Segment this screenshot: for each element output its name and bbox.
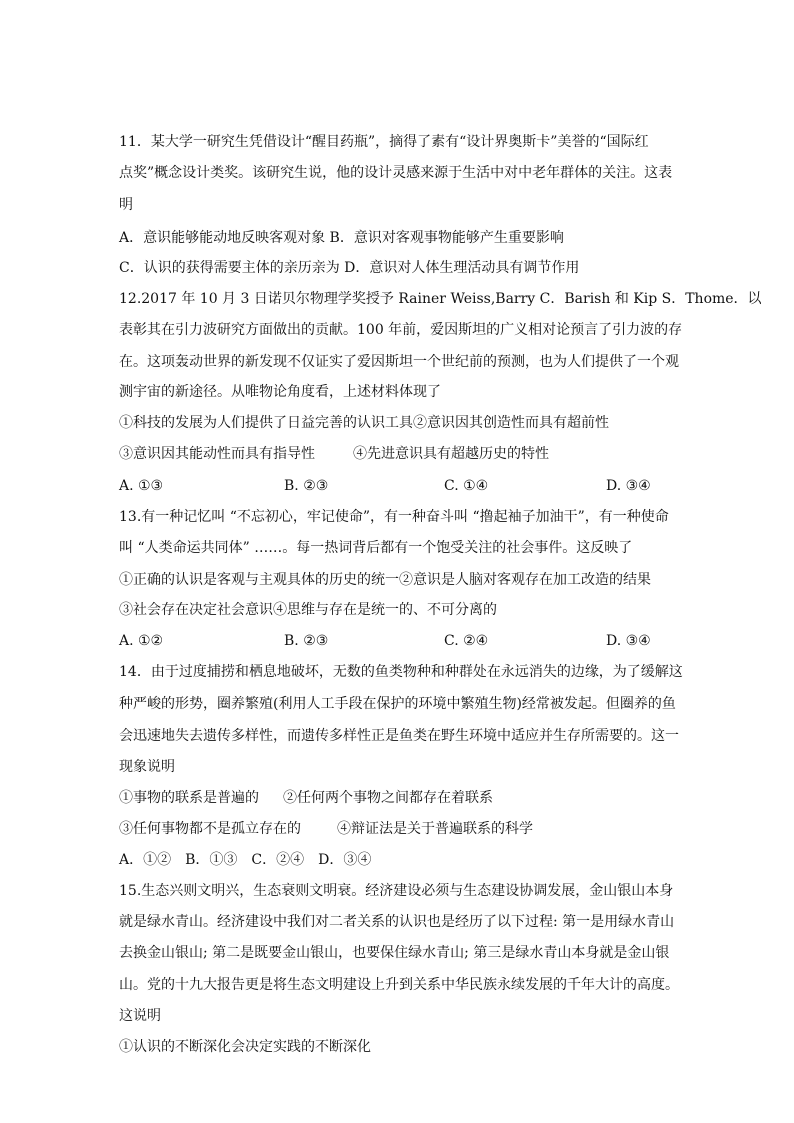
question-12-line: 在。这项轰动世界的新发现不仅证实了爱因斯坦一个世纪前的预测，也为人们提供了一个观 bbox=[119, 354, 679, 370]
question-15-line: 山。党的十九大报告更是将生态文明建设上升到关系中华民族永续发展的千年大计的高度。 bbox=[119, 977, 679, 993]
question-15-statement-line: ①认识的不断深化会决定实践的不断深化 bbox=[119, 1039, 371, 1055]
option-d: D. ③④ bbox=[606, 633, 651, 649]
option-a: A. ①② bbox=[119, 633, 164, 649]
statement-1: ①事物的联系是普遍的 bbox=[119, 790, 259, 806]
statement-3: ③意识因其能动性而具有指导性 bbox=[119, 446, 315, 462]
question-15-line: 这说明 bbox=[119, 1008, 161, 1024]
question-15-line: 去换金山银山; 第二是既要金山银山，也要保住绿水青山; 第三是绿水青山本身就是金山银 bbox=[119, 945, 670, 961]
question-11-line: 点奖”概念设计类奖。该研究生说，他的设计灵感来源于生活中对中老年群体的关注。这表 bbox=[119, 165, 673, 181]
option-d: D. ③④ bbox=[606, 478, 651, 494]
question-11-option-line: C．认识的获得需要主体的亲历亲为 D．意识对人体生理活动具有调节作用 bbox=[119, 260, 580, 276]
option-b: B. ②③ bbox=[284, 633, 329, 649]
question-11-line: 明 bbox=[119, 197, 133, 213]
statement-2: ②任何两个事物之间都存在着联系 bbox=[283, 790, 493, 806]
question-13-line: 叫 “人类命运共同体” ……。每一热词背后都有一个饱受关注的社会事件。这反映了 bbox=[119, 540, 633, 556]
question-12-line: 表彰其在引力波研究方面做出的贡献。100 年前，爱因斯坦的广义相对论预言了引力波的存 bbox=[119, 322, 683, 338]
question-12-line: 测宇宙的新途径。从唯物论角度看，上述材料体现了 bbox=[119, 384, 441, 400]
option-b: B. ②③ bbox=[284, 478, 329, 494]
statement-4: ④先进意识具有超越历史的特性 bbox=[353, 446, 549, 462]
question-14-line: 会迅速地失去遗传多样性，而遗传多样性正是鱼类在野生环境中适应并生存所需要的。这一 bbox=[119, 728, 679, 744]
question-14-line: 14．由于过度捕捞和栖息地破坏，无数的鱼类物种和种群处在永远消失的边缘，为了缓解这 bbox=[119, 664, 683, 680]
statement-3: ③任何事物都不是孤立存在的 bbox=[119, 821, 301, 837]
option-a: A. ①③ bbox=[119, 478, 164, 494]
option-c: C. ①④ bbox=[444, 478, 489, 494]
question-12-statement-line: ①科技的发展为人们提供了日益完善的认识工具②意识因其创造性而具有超前性 bbox=[119, 415, 609, 431]
question-13-statement-line: ③社会存在决定社会意识④思维与存在是统一的、不可分离的 bbox=[119, 602, 497, 618]
question-13-line: 13.有一种记忆叫 “不忘初心，牢记使命”，有一种奋斗叫 “撸起袖子加油干”，有一种使命 bbox=[119, 509, 669, 525]
question-15-line: 15.生态兴则文明兴，生态衰则文明衰。经济建设必须与生态建设协调发展，金山银山本身 bbox=[119, 883, 674, 899]
question-14-options: A．①② B．①③ C．②④ D．③④ bbox=[119, 852, 372, 868]
question-11-line: 11．某大学一研究生凭借设计“醒目药瓶”，摘得了素有“设计界奥斯卡”美誉的“国际红 bbox=[119, 134, 649, 150]
question-13-statement-line: ①正确的认识是客观与主观具体的历史的统一②意识是人脑对客观存在加工改造的结果 bbox=[119, 572, 651, 588]
question-14-statement-line bbox=[119, 788, 679, 808]
question-11-option-line: A．意识能够能动地反映客观对象 B．意识对客观事物能够产生重要影响 bbox=[119, 230, 564, 246]
question-14-line: 现象说明 bbox=[119, 759, 175, 775]
question-14-statement-line bbox=[119, 819, 679, 839]
option-c: C. ②④ bbox=[444, 633, 489, 649]
question-12-statement-line bbox=[119, 444, 679, 464]
question-15-line: 就是绿水青山。经济建设中我们对二者关系的认识也是经历了以下过程: 第一是用绿水青山 bbox=[119, 914, 675, 930]
question-14-line: 种严峻的形势，圈养繁殖(利用人工手段在保护的环境中繁殖生物)经常被发起。但圈养的鱼 bbox=[119, 696, 676, 712]
question-12-line: 12.2017 年 10 月 3 日诺贝尔物理学奖授予 Rainer Weiss,Barry C．Barish 和 Kip S．Thome．以 bbox=[119, 291, 762, 307]
statement-4: ④辩证法是关于普遍联系的科学 bbox=[337, 821, 533, 837]
